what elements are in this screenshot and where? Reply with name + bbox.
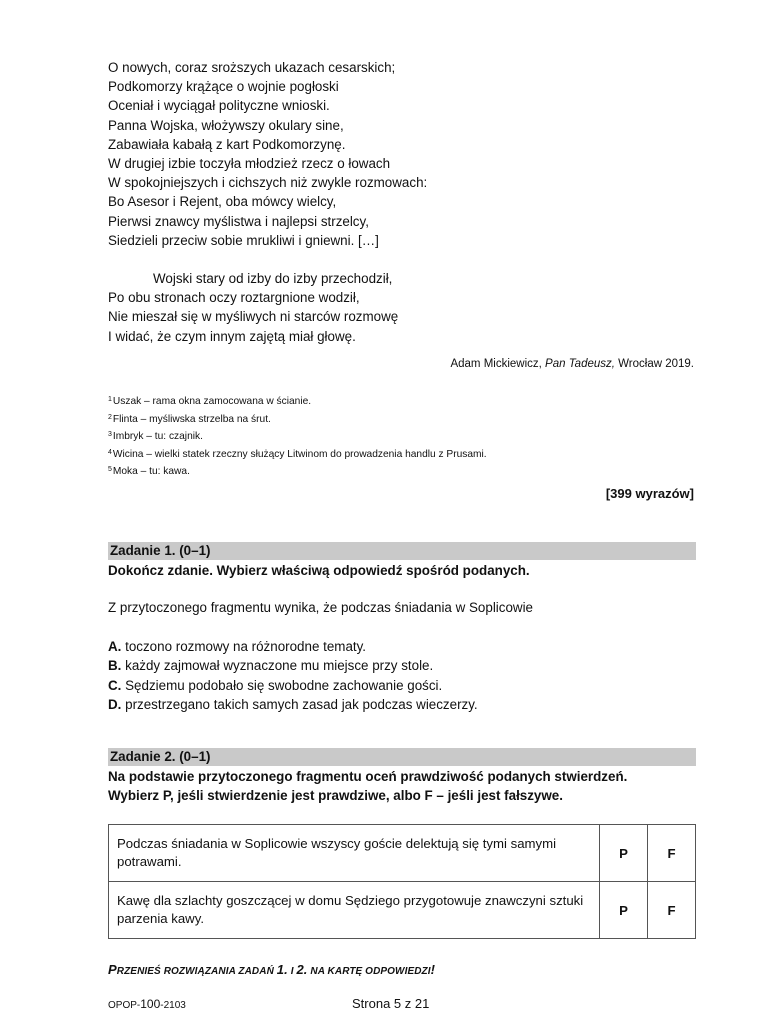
option-b[interactable]: [108, 656, 478, 675]
task-1-stem: Z przytoczonego fragmentu wynika, że podczas śniadania w Soplicowie: [108, 600, 534, 615]
poem-line: Zabawiała kabałą z kart Podkomorzynę.: [108, 136, 346, 152]
word-count: [399 wyrazów]: [605, 486, 694, 501]
task-1-instruction: Dokończ zdanie. Wybierz właściwą odpowiedź spośród podanych.: [108, 563, 530, 578]
task-1-header: Zadanie 1. (0–1): [108, 542, 696, 560]
footnote-number: 4: [108, 448, 112, 456]
footnote-number: 1: [108, 396, 112, 403]
transfer-note-part: RZENIEŚ ROZWIĄZANIA ZADAŃ: [116, 966, 277, 977]
poem-line: Bo Asesor i Rejent, oba mówcy wielcy,: [108, 194, 337, 210]
transfer-note-part: I: [287, 966, 297, 977]
poem-line: O nowych, coraz sroższych ukazach cesarskich;: [108, 60, 396, 75]
answer-f-cell[interactable]: F: [648, 882, 696, 939]
poem-line: Po obu stronach oczy roztargnione wodził,: [108, 290, 360, 306]
footnote-number: 2: [108, 413, 112, 421]
option-a[interactable]: [108, 637, 478, 656]
stanza-2: [108, 269, 708, 346]
poem-line: W spokojniejszych i cichszych niż zwykle rozmowach:: [108, 175, 428, 191]
transfer-note-part: P: [108, 962, 117, 977]
statement-cell: Kawę dla szlachty goszczącej w domu Sędziego przygotowuje znawczyni sztuki parzenia kawy.: [109, 882, 600, 939]
footnote-number: 5: [108, 466, 112, 473]
footnote-text: Uszak – rama okna zamocowana w ścianie.: [112, 396, 312, 407]
option-text: Sędziemu podobało się swobodne zachowanie gości.: [121, 677, 443, 693]
exam-code: [108, 997, 186, 1011]
footnote-number: 3: [108, 431, 112, 438]
footnote-text: Flinta – myśliwska strzelba na śrut.: [112, 413, 271, 425]
option-text: przestrzegano takich samych zasad jak podczas wieczerzy.: [121, 696, 478, 712]
exam-code-suffix: -2103: [160, 1000, 186, 1011]
poem-line: Panna Wojska, włożywszy okulary sine,: [108, 117, 344, 133]
poem-line: Nie mieszał się w myśliwych ni starców rozmowę: [108, 309, 399, 325]
table-row: [109, 882, 696, 939]
answer-f-cell[interactable]: F: [648, 825, 696, 882]
footnote-text: Wicina – wielki statek rzeczny służący Litwinom do prowadzenia handlu z Prusami.: [112, 448, 487, 460]
poem-line: Oceniał i wyciągał polityczne wnioski.: [108, 98, 330, 114]
footnote: [108, 427, 487, 445]
option-d[interactable]: [108, 695, 478, 714]
option-letter: A.: [108, 639, 122, 654]
table-row: [109, 825, 696, 882]
task-2-instruction: [108, 767, 696, 805]
task-2-instruction-line: Wybierz P, jeśli stwierdzenie jest prawdziwe, albo F – jeśli jest fałszywe.: [108, 788, 563, 803]
footnote-text: Imbryk – tu: czajnik.: [112, 431, 203, 442]
footnote: [108, 445, 487, 463]
footnote: [108, 392, 487, 410]
option-letter: D.: [108, 696, 122, 712]
footnote: [108, 462, 487, 480]
footnotes: [108, 392, 487, 480]
true-false-table: [108, 824, 696, 939]
page-number: Strona 5 z 21: [352, 996, 430, 1011]
source-citation: [450, 358, 694, 370]
answer-p-cell[interactable]: P: [600, 825, 648, 882]
poem-line: Siedzieli przeciw sobie mrukliwi i gniewni. […]: [108, 232, 379, 248]
footnote-text: Moka – tu: kawa.: [112, 466, 190, 477]
stanza-1: [108, 58, 708, 250]
task-1-options: [108, 637, 478, 714]
poem-line: Podkomorzy krążące o wojnie pogłoski: [108, 79, 339, 95]
source-title: Pan Tadeusz,: [545, 358, 615, 370]
poem-line: W drugiej izbie toczyła młodzież rzecz o łowach: [108, 156, 391, 172]
task-2-header: Zadanie 2. (0–1): [108, 748, 696, 766]
exam-code-main: 100: [140, 997, 161, 1011]
statement-cell: Podczas śniadania w Soplicowie wszyscy goście delektują się tymi samymi potrawami.: [109, 825, 600, 882]
exam-code-prefix: OPOP-: [108, 1000, 141, 1011]
option-letter: C.: [108, 677, 122, 693]
option-letter: B.: [108, 658, 122, 674]
option-c[interactable]: [108, 676, 478, 695]
footnote: [108, 410, 487, 428]
option-text: każdy zajmował wyznaczone mu miejsce przy stole.: [121, 658, 434, 674]
poem-line: I widać, że czym innym zajętą miał głowę.: [108, 328, 356, 344]
transfer-note-part: 2.: [296, 962, 308, 977]
option-text: toczono rozmowy na różnorodne tematy.: [121, 639, 367, 654]
transfer-note-part: NA KARTĘ ODPOWIEDZI: [307, 966, 431, 977]
poem-excerpt: [108, 58, 708, 346]
source-author: Adam Mickiewicz,: [450, 358, 546, 370]
poem-line: Wojski stary od izby do izby przechodził,: [153, 271, 393, 287]
source-publication: Wrocław 2019.: [614, 358, 694, 370]
transfer-note-part: 1.: [276, 962, 288, 977]
task-2-instruction-line: Na podstawie przytoczonego fragmentu oceń prawdziwość podanych stwierdzeń.: [108, 769, 628, 784]
transfer-note-part: !: [430, 962, 436, 977]
transfer-answers-note: [108, 962, 435, 977]
answer-p-cell[interactable]: P: [600, 882, 648, 939]
poem-line: Pierwsi znawcy myślistwa i najlepsi strzelcy,: [108, 213, 369, 229]
